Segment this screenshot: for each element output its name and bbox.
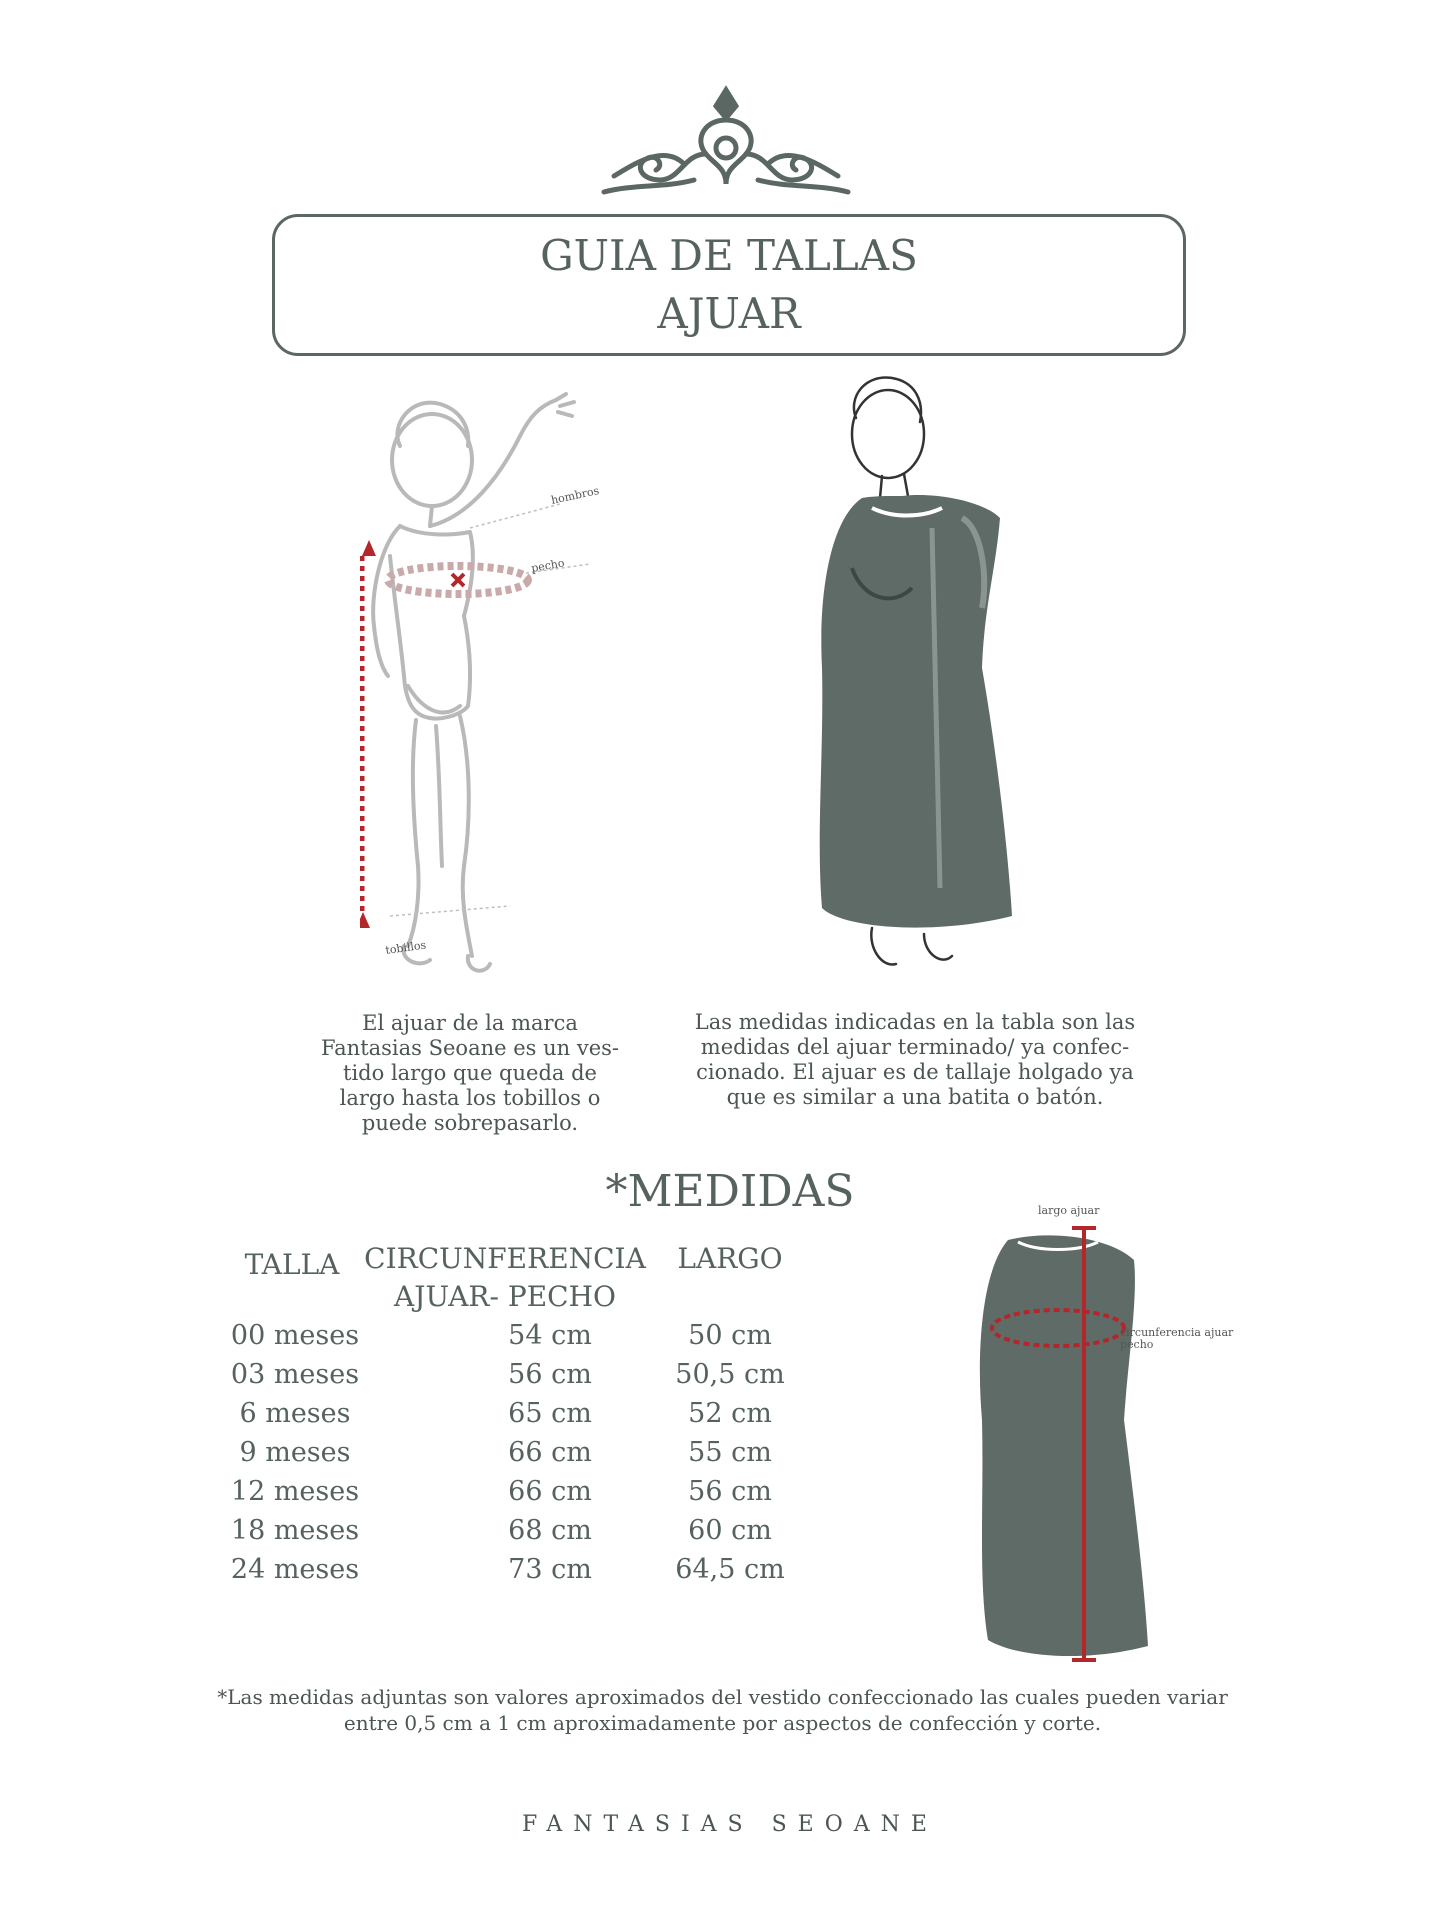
table-row — [200, 1398, 820, 1437]
footnote: *Las medidas adjuntas son valores aproximados del vestido confeccionado las cuales pueden variar entre 0,5 cm a 1 cm aproximadamente por aspectos de confección y corte. — [217, 1685, 1228, 1735]
header-circunferencia: CIRCUNFERENCIA AJUAR- PECHO — [364, 1242, 646, 1313]
header-largo: LARGO — [677, 1242, 783, 1275]
brand-name: FANTASIAS SEOANE — [522, 1812, 938, 1837]
header-talla: TALLA — [244, 1248, 340, 1281]
page-subtitle: AJUAR — [657, 289, 801, 338]
cell-largo: 50,5 cm — [675, 1359, 785, 1390]
cell-talla: 03 meses — [230, 1359, 360, 1390]
medidas-heading: *MEDIDAS — [605, 1166, 855, 1217]
table-row — [200, 1554, 820, 1593]
label-tobillos: tobillos — [384, 938, 427, 957]
cell-talla: 24 meses — [230, 1554, 360, 1585]
cell-circ: 73 cm — [508, 1554, 592, 1585]
cell-largo: 60 cm — [688, 1515, 772, 1546]
cell-circ: 68 cm — [508, 1515, 592, 1546]
label-circunferencia: circunferencia ajuar — [1120, 1326, 1234, 1339]
label-pecho: pecho — [530, 556, 566, 575]
table-row — [200, 1476, 820, 1515]
label-hombros: hombros — [549, 484, 601, 507]
cell-largo: 52 cm — [688, 1398, 772, 1429]
label-circunferencia-pecho: pecho — [1120, 1338, 1154, 1351]
cell-talla: 12 meses — [230, 1476, 360, 1507]
description-left: El ajuar de la marca Fantasias Seoane es un ves- tido largo que queda de largo hasta los tobillos o puede sobrepasarlo. — [321, 1011, 619, 1135]
table-row — [200, 1515, 820, 1554]
cell-talla: 18 meses — [230, 1515, 360, 1546]
cell-largo: 50 cm — [688, 1320, 772, 1351]
cell-circ: 66 cm — [508, 1476, 592, 1507]
cell-circ: 65 cm — [508, 1398, 592, 1429]
table-row — [200, 1320, 820, 1359]
table-row — [200, 1359, 820, 1398]
cell-largo: 56 cm — [688, 1476, 772, 1507]
table-row — [200, 1437, 820, 1476]
description-right: Las medidas indicadas en la tabla son las medidas del ajuar terminado/ ya confec- cionado. El ajuar es de tallaje holgado ya que es similar a una batita o batón. — [694, 1010, 1136, 1109]
cell-largo: 55 cm — [688, 1437, 772, 1468]
label-largo-ajuar: largo ajuar — [1038, 1204, 1100, 1217]
size-table — [200, 1320, 820, 1593]
cell-talla: 00 meses — [230, 1320, 360, 1351]
cell-talla: 6 meses — [239, 1398, 351, 1429]
ornament-icon — [594, 84, 858, 200]
page-title: GUIA DE TALLAS — [540, 231, 918, 280]
cell-largo: 64,5 cm — [675, 1554, 785, 1585]
cell-circ: 66 cm — [508, 1437, 592, 1468]
cell-circ: 54 cm — [508, 1320, 592, 1351]
child-measurement-figure — [360, 386, 630, 986]
cell-talla: 9 meses — [239, 1437, 351, 1468]
gown-measurement-figure — [958, 1200, 1238, 1670]
gown-figure — [812, 368, 1022, 982]
cell-circ: 56 cm — [508, 1359, 592, 1390]
title-box — [272, 214, 1186, 356]
